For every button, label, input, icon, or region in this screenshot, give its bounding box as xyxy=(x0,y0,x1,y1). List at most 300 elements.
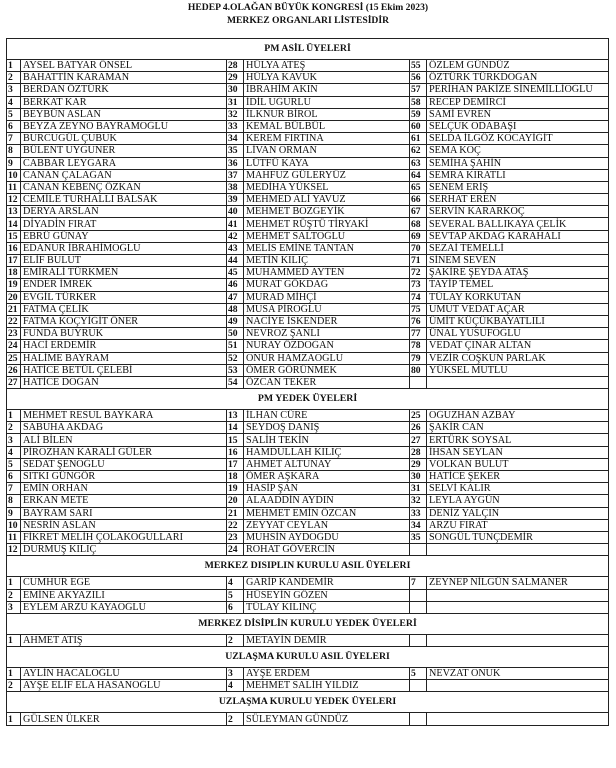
member-number: 27 xyxy=(7,376,21,388)
member-number: 33 xyxy=(227,120,244,132)
member-name: CANAN KEBENÇ ÖZKAN xyxy=(21,181,227,193)
member-row xyxy=(7,352,609,364)
member-name: HATİCE DOĞAN xyxy=(21,376,227,388)
member-number: 9 xyxy=(7,157,21,169)
member-name: İLHAN CÜRE xyxy=(244,410,410,422)
member-number: 11 xyxy=(7,181,21,193)
member-number: 80 xyxy=(410,364,427,376)
member-name: FUNDA BUYRUK xyxy=(21,328,227,340)
member-row xyxy=(7,181,609,193)
member-name: EVGİL TÜRKER xyxy=(21,291,227,303)
member-row xyxy=(7,96,609,108)
member-number: 28 xyxy=(227,60,244,72)
member-number: 5 xyxy=(7,108,21,120)
member-number: 42 xyxy=(227,230,244,242)
member-name: NEVROZ ŞANLI xyxy=(244,328,410,340)
member-number: 65 xyxy=(410,181,427,193)
member-row xyxy=(7,133,609,145)
member-number: 1 xyxy=(7,713,21,725)
member-name: ÜMİT KÜÇÜKBAYATLILI xyxy=(427,315,609,327)
member-number: 4 xyxy=(227,577,244,589)
member-number xyxy=(410,713,427,725)
member-name: SELVİ KALIR xyxy=(427,483,609,495)
section-title xyxy=(7,39,609,60)
member-number: 22 xyxy=(227,519,244,531)
member-number: 25 xyxy=(7,352,21,364)
member-number: 47 xyxy=(227,291,244,303)
member-number: 63 xyxy=(410,157,427,169)
member-number: 71 xyxy=(410,255,427,267)
member-number: 27 xyxy=(410,434,427,446)
member-row xyxy=(7,471,609,483)
section-header-row xyxy=(7,692,609,713)
member-number: 70 xyxy=(410,242,427,254)
member-number xyxy=(410,601,427,613)
member-number: 14 xyxy=(7,218,21,230)
member-number xyxy=(410,376,427,388)
member-number: 38 xyxy=(227,181,244,193)
member-name: EMİNE AKYAZILI xyxy=(21,589,227,601)
member-number: 26 xyxy=(7,364,21,376)
member-number: 3 xyxy=(227,668,244,680)
member-row xyxy=(7,531,609,543)
member-number xyxy=(410,589,427,601)
member-number: 5 xyxy=(410,668,427,680)
section-title-text: PM ASİL ÜYELERİ xyxy=(264,43,351,54)
member-row xyxy=(7,60,609,72)
member-number: 46 xyxy=(227,279,244,291)
section-title-text: MERKEZ DİSİPLİN KURULU YEDEK ÜYELERİ xyxy=(198,617,417,629)
member-row xyxy=(7,446,609,458)
member-number: 57 xyxy=(410,84,427,96)
member-row xyxy=(7,458,609,470)
member-name: HÜSEYİN GÖZEN xyxy=(244,589,410,601)
member-number: 30 xyxy=(410,471,427,483)
member-number: 32 xyxy=(227,108,244,120)
member-row xyxy=(7,218,609,230)
member-number: 41 xyxy=(227,218,244,230)
member-number: 62 xyxy=(410,145,427,157)
member-number: 61 xyxy=(410,133,427,145)
member-name: MEHMET RÜŞTÜ TİRYAKİ xyxy=(244,218,410,230)
member-name: AYŞE ELİF ELA HASANOĞLU xyxy=(21,680,227,692)
document-title: HEDEP 4.OLAĞAN BÜYÜK KONGRESİ (15 Ekim 2023) xyxy=(187,2,429,13)
member-number: 51 xyxy=(227,340,244,352)
member-name: İLKNUR BİROL xyxy=(244,108,410,120)
member-number xyxy=(410,680,427,692)
member-number: 13 xyxy=(227,410,244,422)
member-number: 20 xyxy=(7,291,21,303)
member-number: 7 xyxy=(7,133,21,145)
member-name: LİVAN ORMAN xyxy=(244,145,410,157)
member-name: VOLKAN BULUT xyxy=(427,458,609,470)
member-number: 33 xyxy=(410,507,427,519)
member-row xyxy=(7,328,609,340)
member-number: 7 xyxy=(410,577,427,589)
member-row xyxy=(7,206,609,218)
member-row xyxy=(7,668,609,680)
member-number: 52 xyxy=(227,352,244,364)
member-name: DİYADİN FIRAT xyxy=(21,218,227,230)
member-name: NACİYE İSKENDER xyxy=(244,315,410,327)
member-number: 16 xyxy=(227,446,244,458)
member-name: ERKAN METE xyxy=(21,495,227,507)
member-number: 20 xyxy=(227,495,244,507)
member-number: 2 xyxy=(7,589,21,601)
member-number: 10 xyxy=(7,519,21,531)
member-name: MEHMET EMİN ÖZCAN xyxy=(244,507,410,519)
section-title xyxy=(7,556,609,577)
member-name: MUSA PİROĞLU xyxy=(244,303,410,315)
member-name: EBRÜ GÜNAY xyxy=(21,230,227,242)
member-name: SEYDOŞ DANIŞ xyxy=(244,422,410,434)
member-name: DERYA ARSLAN xyxy=(21,206,227,218)
member-name: FATMA KOÇYİĞİT ÖNER xyxy=(21,315,227,327)
section-title xyxy=(7,613,609,634)
member-number: 3 xyxy=(7,601,21,613)
member-number: 53 xyxy=(227,364,244,376)
member-name: ENDER İMREK xyxy=(21,279,227,291)
member-name: CABBAR LEYGARA xyxy=(21,157,227,169)
member-name xyxy=(427,589,609,601)
member-number: 1 xyxy=(7,634,21,646)
member-name: AHMET ALTUNAY xyxy=(244,458,410,470)
member-name: ALİ BİLEN xyxy=(21,434,227,446)
member-row xyxy=(7,230,609,242)
member-number: 2 xyxy=(227,713,244,725)
member-name: FİKRET MELİH ÇOLAKOĞULLARI xyxy=(21,531,227,543)
member-name: METAYİN DEMİR xyxy=(244,634,410,646)
member-row xyxy=(7,713,609,725)
member-row xyxy=(7,242,609,254)
member-number: 28 xyxy=(410,446,427,458)
member-number: 14 xyxy=(227,422,244,434)
member-row xyxy=(7,84,609,96)
member-number: 66 xyxy=(410,194,427,206)
section-title-text: PM YEDEK ÜYELERİ xyxy=(257,393,358,405)
section-title xyxy=(7,647,609,668)
member-number: 30 xyxy=(227,84,244,96)
section-title-text: MERKEZ DISIPLIN KURULU ASIL ÜYELERI xyxy=(204,560,411,572)
member-number: 11 xyxy=(7,531,21,543)
member-name xyxy=(427,544,609,556)
member-number: 72 xyxy=(410,267,427,279)
member-row xyxy=(7,194,609,206)
member-name: SİNEM SEVEN xyxy=(427,255,609,267)
member-name: BURCUGÜL ÇUBUK xyxy=(21,133,227,145)
section-title xyxy=(7,389,609,410)
member-number: 29 xyxy=(410,458,427,470)
member-number: 5 xyxy=(227,589,244,601)
member-number: 35 xyxy=(410,531,427,543)
member-number: 60 xyxy=(410,120,427,132)
member-name: MEHMED ALİ YAVUZ xyxy=(244,194,410,206)
member-number: 17 xyxy=(7,255,21,267)
member-name xyxy=(427,376,609,388)
member-name: AYSEL BATYAR ÖNSEL xyxy=(21,60,227,72)
member-name: NURAY ÖZDOĞAN xyxy=(244,340,410,352)
member-name: SEMA KOÇ xyxy=(427,145,609,157)
member-number: 73 xyxy=(410,279,427,291)
member-row xyxy=(7,340,609,352)
member-name: EMİN ORHAN xyxy=(21,483,227,495)
member-name: SAMİ EVREN xyxy=(427,108,609,120)
member-number: 12 xyxy=(7,544,21,556)
member-row xyxy=(7,279,609,291)
member-number: 7 xyxy=(7,483,21,495)
member-name: HALİME BAYRAM xyxy=(21,352,227,364)
member-row xyxy=(7,145,609,157)
member-row xyxy=(7,544,609,556)
member-number: 39 xyxy=(227,194,244,206)
member-number: 67 xyxy=(410,206,427,218)
member-row xyxy=(7,601,609,613)
member-number: 31 xyxy=(410,483,427,495)
member-row xyxy=(7,680,609,692)
member-name: MEHMET SALİH YILDIZ xyxy=(244,680,410,692)
member-number: 32 xyxy=(410,495,427,507)
member-name: EMİRALİ TÜRKMEN xyxy=(21,267,227,279)
member-row xyxy=(7,422,609,434)
member-name: SEVERAL BALLIKAYA ÇELİK xyxy=(427,218,609,230)
member-name: BAYRAM SARI xyxy=(21,507,227,519)
member-name: YÜKSEL MUTLU xyxy=(427,364,609,376)
member-name: ÖMER AŞKARA xyxy=(244,471,410,483)
member-number: 23 xyxy=(227,531,244,543)
member-number: 23 xyxy=(7,328,21,340)
member-name xyxy=(427,713,609,725)
section-header-row xyxy=(7,556,609,577)
member-number: 18 xyxy=(227,471,244,483)
member-list-table xyxy=(6,38,609,726)
member-number: 16 xyxy=(7,242,21,254)
member-name: MAHFUZ GÜLERYÜZ xyxy=(244,169,410,181)
member-name: SENEM ERİŞ xyxy=(427,181,609,193)
member-name: ŞAKİRE ŞEYDA ATAŞ xyxy=(427,267,609,279)
member-number: 43 xyxy=(227,242,244,254)
member-name: ROHAT GÖVERCİN xyxy=(244,544,410,556)
member-number: 77 xyxy=(410,328,427,340)
member-number: 40 xyxy=(227,206,244,218)
member-name: HATİCE ŞEKER xyxy=(427,471,609,483)
member-name: ELİF BULUT xyxy=(21,255,227,267)
member-row xyxy=(7,577,609,589)
member-number: 34 xyxy=(410,519,427,531)
member-name: ŞAKİR CAN xyxy=(427,422,609,434)
member-name: EDANUR İBRAHİMOĞLU xyxy=(21,242,227,254)
member-name: VEZİR COŞKUN PARLAK xyxy=(427,352,609,364)
member-name: ÖZTÜRK TÜRKDOĞAN xyxy=(427,72,609,84)
member-name: HACİ ERDEMİR xyxy=(21,340,227,352)
member-name: KEREM FIRTINA xyxy=(244,133,410,145)
member-number: 59 xyxy=(410,108,427,120)
member-number: 8 xyxy=(7,145,21,157)
member-number: 4 xyxy=(227,680,244,692)
member-name: BERKAT KAR xyxy=(21,96,227,108)
member-number: 19 xyxy=(227,483,244,495)
member-name: UMUT VEDAT AÇAR xyxy=(427,303,609,315)
member-name: MEHMET BOZGEYİK xyxy=(244,206,410,218)
member-name: MEHMET SALTOĞLU xyxy=(244,230,410,242)
member-number: 55 xyxy=(410,60,427,72)
member-number: 2 xyxy=(7,680,21,692)
member-name: KEMAL BÜLBÜL xyxy=(244,120,410,132)
member-name: SELDA İLGÖZ KOCAYİĞİT xyxy=(427,133,609,145)
member-row xyxy=(7,120,609,132)
member-number: 2 xyxy=(7,72,21,84)
member-name: NEVZAT ONUK xyxy=(427,668,609,680)
member-number: 4 xyxy=(7,446,21,458)
member-number: 54 xyxy=(227,376,244,388)
member-name: MEHMET RESUL BAYKARA xyxy=(21,410,227,422)
member-name: CEMİLE TURHALLI BALSAK xyxy=(21,194,227,206)
member-number: 2 xyxy=(7,422,21,434)
member-name: MUHAMMED AYTEN xyxy=(244,267,410,279)
member-name: SEMRA KIRATLI xyxy=(427,169,609,181)
member-name: SITKI GÜNGÖR xyxy=(21,471,227,483)
member-name: ERTÜRK SOYSAL xyxy=(427,434,609,446)
member-row xyxy=(7,267,609,279)
member-name: MEDİHA YÜKSEL xyxy=(244,181,410,193)
section-title-text: UZLAŞMA KURULU YEDEK ÜYELERI xyxy=(218,696,397,708)
member-name: VEDAT ÇINAR ALTAN xyxy=(427,340,609,352)
member-name: SONGÜL TUNÇDEMİR xyxy=(427,531,609,543)
member-number: 44 xyxy=(227,255,244,267)
member-number: 37 xyxy=(227,169,244,181)
member-name: ZEYYAT CEYLAN xyxy=(244,519,410,531)
member-name: SABUHA AKDAĞ xyxy=(21,422,227,434)
member-number: 50 xyxy=(227,328,244,340)
member-name: OĞUZHAN AZBAY xyxy=(427,410,609,422)
member-number: 34 xyxy=(227,133,244,145)
member-row xyxy=(7,157,609,169)
member-name xyxy=(427,634,609,646)
member-number: 64 xyxy=(410,169,427,181)
member-name: EYLEM ARZU KAYAOĞLU xyxy=(21,601,227,613)
member-name: İHSAN SEYLAN xyxy=(427,446,609,458)
section-title xyxy=(7,692,609,713)
member-number: 21 xyxy=(7,303,21,315)
member-row xyxy=(7,108,609,120)
member-number: 1 xyxy=(7,410,21,422)
member-row xyxy=(7,589,609,601)
section-header-row xyxy=(7,647,609,668)
member-number: 78 xyxy=(410,340,427,352)
section-header-row xyxy=(7,613,609,634)
member-name: GÜLSEN ÜLKER xyxy=(21,713,227,725)
member-name: TÜLAY KILINÇ xyxy=(244,601,410,613)
member-name: MELİS EMİNE TANTAN xyxy=(244,242,410,254)
member-name: DENİZ YALÇIN xyxy=(427,507,609,519)
member-name: BAHATTİN KARAMAN xyxy=(21,72,227,84)
member-number: 9 xyxy=(7,507,21,519)
member-row xyxy=(7,169,609,181)
member-name: AYŞE ERDEM xyxy=(244,668,410,680)
member-number: 6 xyxy=(7,120,21,132)
member-number: 5 xyxy=(7,458,21,470)
member-number: 48 xyxy=(227,303,244,315)
member-name: SERHAT EREN xyxy=(427,194,609,206)
member-number: 15 xyxy=(227,434,244,446)
member-name: SEVTAP AKDAĞ KARAHALI xyxy=(427,230,609,242)
member-row xyxy=(7,519,609,531)
member-number: 1 xyxy=(7,577,21,589)
member-name: LÜTFÜ KAYA xyxy=(244,157,410,169)
member-number: 6 xyxy=(227,601,244,613)
member-number: 8 xyxy=(7,495,21,507)
member-row xyxy=(7,303,609,315)
member-name: SEZAİ TEMELLİ xyxy=(427,242,609,254)
member-number: 19 xyxy=(7,279,21,291)
member-name: MURAD MİHÇİ xyxy=(244,291,410,303)
member-number: 12 xyxy=(7,194,21,206)
member-number: 56 xyxy=(410,72,427,84)
member-number: 31 xyxy=(227,96,244,108)
member-number: 26 xyxy=(410,422,427,434)
member-number: 22 xyxy=(7,315,21,327)
member-name: ZEYNEP NİLGÜN SALMANER xyxy=(427,577,609,589)
section-title-text: UZLAŞMA KURULU ASIL ÜYELERI xyxy=(225,651,390,663)
member-number: 13 xyxy=(7,206,21,218)
member-number: 15 xyxy=(7,230,21,242)
member-number: 21 xyxy=(227,507,244,519)
member-name: ALAADDİN AYDIN xyxy=(244,495,410,507)
member-name: PİROZHAN KARALİ GÜLER xyxy=(21,446,227,458)
member-name: AYLİN HACALOĞLU xyxy=(21,668,227,680)
member-name: ONUR HAMZAOĞLU xyxy=(244,352,410,364)
member-number: 29 xyxy=(227,72,244,84)
member-name: LEYLA AYGÜN xyxy=(427,495,609,507)
member-name: BEYBÜN ASLAN xyxy=(21,108,227,120)
member-number: 6 xyxy=(7,471,21,483)
member-name: PERİHAN PAKİZE SİNEMİLLİOĞLU xyxy=(427,84,609,96)
member-name: ÜNAL YUSUFOĞLU xyxy=(427,328,609,340)
member-row xyxy=(7,255,609,267)
member-name: HASİP ŞAN xyxy=(244,483,410,495)
section-header-row xyxy=(7,389,609,410)
member-number: 58 xyxy=(410,96,427,108)
member-number: 4 xyxy=(7,96,21,108)
member-name: TAYİP TEMEL xyxy=(427,279,609,291)
member-name: GARİP KANDEMİR xyxy=(244,577,410,589)
member-row xyxy=(7,507,609,519)
member-number: 79 xyxy=(410,352,427,364)
member-number: 75 xyxy=(410,303,427,315)
member-name: TÜLAY KORKUTAN xyxy=(427,291,609,303)
member-name: CANAN ÇALAĞAN xyxy=(21,169,227,181)
member-row xyxy=(7,434,609,446)
member-name: HÜLYA ATEŞ xyxy=(244,60,410,72)
member-name: SERVİN KARARKOÇ xyxy=(427,206,609,218)
member-name: ÖMER GÖRÜNMEK xyxy=(244,364,410,376)
member-row xyxy=(7,291,609,303)
member-name: ARZU FIRAT xyxy=(427,519,609,531)
member-number xyxy=(410,544,427,556)
member-number: 74 xyxy=(410,291,427,303)
member-name: HÜLYA KAVUK xyxy=(244,72,410,84)
member-number: 49 xyxy=(227,315,244,327)
member-number: 45 xyxy=(227,267,244,279)
member-number: 76 xyxy=(410,315,427,327)
member-number: 68 xyxy=(410,218,427,230)
member-name: SÜLEYMAN GÜNDÜZ xyxy=(244,713,410,725)
member-name: BÜLENT UYGUNER xyxy=(21,145,227,157)
member-number: 69 xyxy=(410,230,427,242)
member-number: 18 xyxy=(7,267,21,279)
member-name: SALİH TEKİN xyxy=(244,434,410,446)
member-name: DURMUŞ KILIÇ xyxy=(21,544,227,556)
member-row xyxy=(7,72,609,84)
